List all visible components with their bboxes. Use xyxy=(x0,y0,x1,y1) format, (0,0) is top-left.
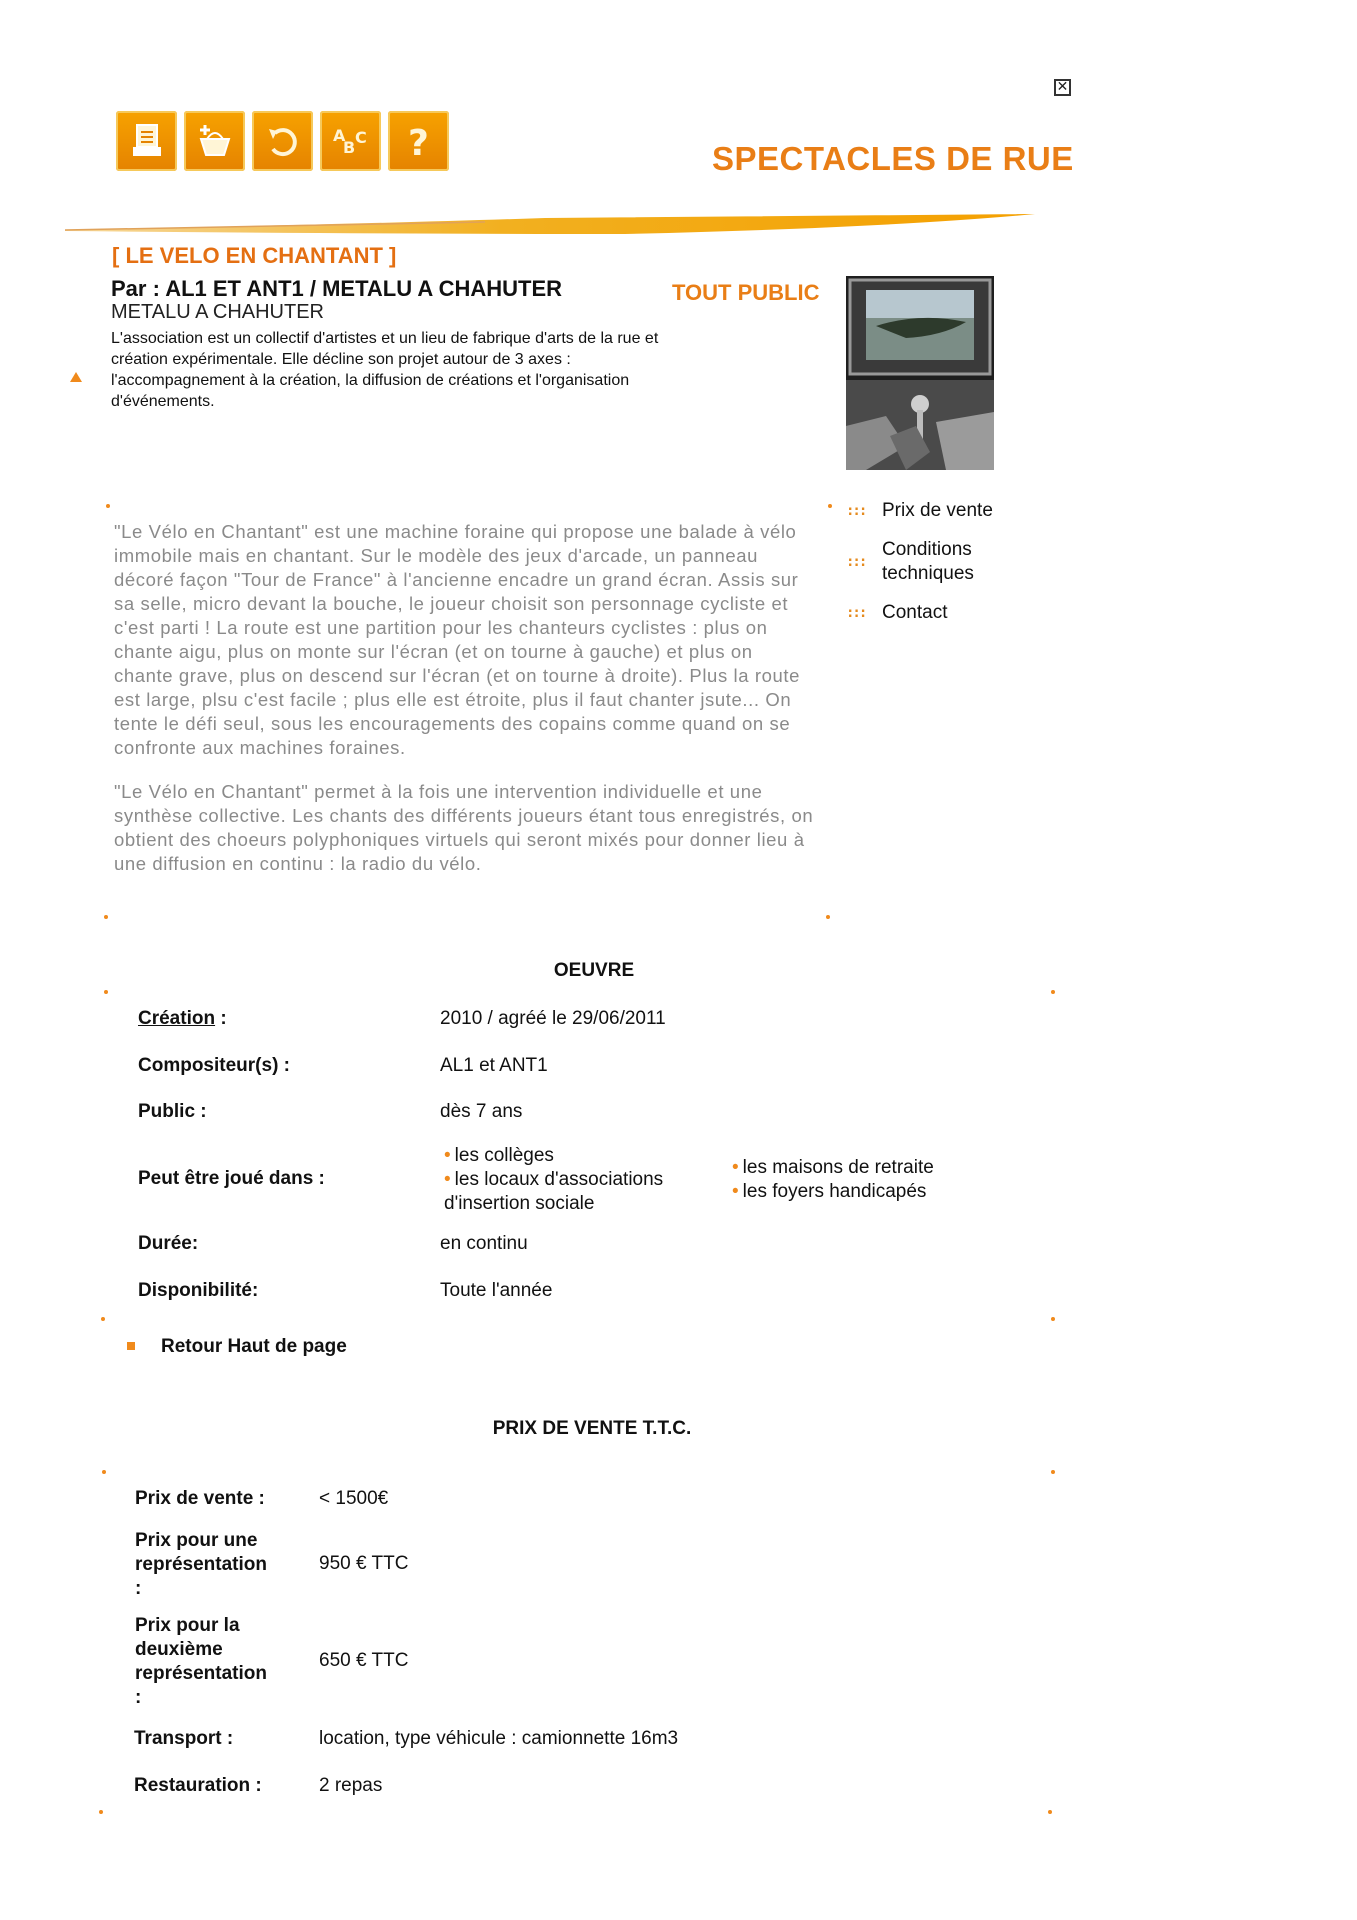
back-to-top-link[interactable]: Retour Haut de page xyxy=(161,1336,347,1357)
transport-label: Transport : xyxy=(134,1728,234,1749)
list-item xyxy=(732,1156,934,1180)
nav-link-conditions[interactable] xyxy=(846,538,1046,586)
corner-dot xyxy=(1051,1317,1055,1321)
label-line: : xyxy=(135,1578,142,1599)
prix-heading: PRIX DE VENTE T.T.C. xyxy=(492,1418,692,1439)
lieux-list-col1 xyxy=(444,1144,663,1216)
toolbar xyxy=(116,111,449,171)
creation-colon: : xyxy=(215,1008,227,1029)
header-swoosh-divider xyxy=(65,210,1040,240)
restauration-value: 2 repas xyxy=(319,1775,383,1796)
spectacle-title: [ LE VELO EN CHANTANT ] xyxy=(112,243,397,268)
oeuvre-heading: OEUVRE xyxy=(553,960,635,981)
lieux-list-col2 xyxy=(732,1156,934,1204)
prix-une-value: 950 € TTC xyxy=(319,1553,409,1574)
dispo-value: Toute l'année xyxy=(440,1280,553,1301)
public-label: Public : xyxy=(138,1101,207,1122)
creation-value: 2010 / agréé le 29/06/2011 xyxy=(440,1008,666,1029)
lieux-label: Peut être joué dans : xyxy=(138,1168,325,1189)
corner-dot xyxy=(1051,1470,1055,1474)
svg-text:?: ? xyxy=(407,123,429,163)
corner-dot xyxy=(101,1317,105,1321)
nav-link-label-line: Conditions xyxy=(882,539,972,560)
corner-dot xyxy=(1048,1810,1052,1814)
corner-dot xyxy=(106,504,110,508)
public-value: dès 7 ans xyxy=(440,1101,523,1122)
compositeur-value: AL1 et ANT1 xyxy=(440,1055,548,1076)
company-name: METALU A CHAHUTER xyxy=(111,301,324,323)
nav-link-label: Prix de vente xyxy=(882,500,993,521)
side-nav xyxy=(846,500,1046,640)
creation-label-text: Création xyxy=(138,1008,216,1029)
corner-dot xyxy=(99,1810,103,1814)
nav-link-prix[interactable] xyxy=(846,500,1046,522)
list-item-continued: d'insertion sociale xyxy=(444,1193,595,1214)
help-icon[interactable] xyxy=(388,111,449,171)
list-item xyxy=(444,1144,663,1168)
description-text xyxy=(114,520,814,896)
audience-badge: TOUT PUBLIC xyxy=(672,280,820,305)
company-description: L'association est un collectif d'artistes et un lieu de fabrique d'arts de la rue et création expérimentale. Elle décline son projet autour de 3 axes : l'accompagnement à la création, la diffusion de créations et l'organisation d'événements. xyxy=(111,330,659,410)
description-paragraph: "Le Vélo en Chantant" est une machine foraine qui propose une balade à vélo immobile mais en chantant. Sur le modèle des jeux d'arcade, un panneau décoré façon "Tour de France" à l'ancienne encadre un grand écran. Assis sur sa selle, micro devant la bouche, le joueur choisit son personnage cycliste et c'est parti ! La route est une partition pour les chanteurs cyclistes : plus on chante aigu, plus on monte sur l'écran (et on tourne à gauche) et plus on chante grave, plus on descend sur l'écran (et on tourne à droite). Plus la route est large, plsu c'est facile ; plus elle est étroite, plus il faut chanter jsute... On tente le défi seul, sous les encouragements des copains comme quand on se confronte aux machines foraines. xyxy=(114,521,801,758)
list-item-text: les maisons de retraite xyxy=(742,1157,934,1178)
duree-value: en continu xyxy=(440,1233,528,1254)
bullet-icon: • xyxy=(444,1169,451,1190)
prix-deux-value: 650 € TTC xyxy=(319,1650,409,1671)
list-item-text: les collèges xyxy=(454,1145,554,1166)
bullet-icon: • xyxy=(732,1157,739,1178)
nav-link-label xyxy=(882,538,974,586)
label-line: Prix pour une xyxy=(135,1530,258,1551)
spectacle-authors: Par : AL1 ET ANT1 / METALU A CHAHUTER xyxy=(111,276,563,301)
close-icon[interactable]: ✕ xyxy=(1054,79,1071,96)
prix-vente-value: < 1500€ xyxy=(319,1488,389,1509)
nav-link-label-line: techniques xyxy=(882,563,974,584)
nav-bullet-icon: ::: xyxy=(846,605,866,621)
square-bullet-icon xyxy=(127,1342,135,1350)
label-line: : xyxy=(135,1687,142,1708)
list-item xyxy=(444,1168,663,1192)
nav-link-label: Contact xyxy=(882,602,948,623)
compositeur-label: Compositeur(s) : xyxy=(138,1055,290,1076)
add-basket-icon[interactable] xyxy=(184,111,245,171)
nav-bullet-icon: ::: xyxy=(846,503,866,519)
label-line: représentation xyxy=(135,1554,267,1575)
list-item xyxy=(732,1180,934,1204)
creation-label xyxy=(138,1008,227,1030)
nav-bullet-icon: ::: xyxy=(846,554,866,570)
corner-dot xyxy=(1051,990,1055,994)
print-icon[interactable] xyxy=(116,111,177,171)
dispo-label: Disponibilité: xyxy=(138,1280,259,1301)
prix-deux-label xyxy=(135,1614,267,1710)
triangle-marker-icon xyxy=(70,372,82,382)
bullet-icon: • xyxy=(444,1145,451,1166)
nav-link-contact[interactable] xyxy=(846,602,1046,624)
duree-label: Durée: xyxy=(138,1233,199,1254)
svg-text:A: A xyxy=(332,126,345,145)
back-icon[interactable] xyxy=(252,111,313,171)
restauration-label: Restauration : xyxy=(134,1775,262,1796)
page-title: SPECTACLES DE RUE xyxy=(712,140,1074,177)
corner-dot xyxy=(102,1470,106,1474)
corner-dot xyxy=(104,990,108,994)
svg-text:C: C xyxy=(354,128,367,147)
spectacle-photo xyxy=(846,276,994,470)
list-item-text: les locaux d'associations xyxy=(454,1169,664,1190)
corner-dot xyxy=(826,915,830,919)
label-line: deuxième xyxy=(135,1639,223,1660)
corner-dot xyxy=(104,915,108,919)
list-item-text: les foyers handicapés xyxy=(742,1181,927,1202)
svg-text:B: B xyxy=(342,138,355,157)
bullet-icon: • xyxy=(732,1181,739,1202)
corner-dot xyxy=(828,504,832,508)
prix-vente-label: Prix de vente : xyxy=(135,1488,265,1509)
spelling-icon[interactable] xyxy=(320,111,381,171)
label-line: représentation xyxy=(135,1663,267,1684)
label-line: Prix pour la xyxy=(135,1615,240,1636)
description-paragraph: "Le Vélo en Chantant" permet à la fois une intervention individuelle et une synthèse collective. Les chants des différents joueurs étant tous enregistrés, on obtient des choeurs polyphoniques virtuels qui seront mixés pour donner lieu à une diffusion en continu : la radio du vélo. xyxy=(114,781,814,874)
prix-une-label xyxy=(135,1529,267,1601)
transport-value: location, type véhicule : camionnette 16m3 xyxy=(319,1728,679,1749)
